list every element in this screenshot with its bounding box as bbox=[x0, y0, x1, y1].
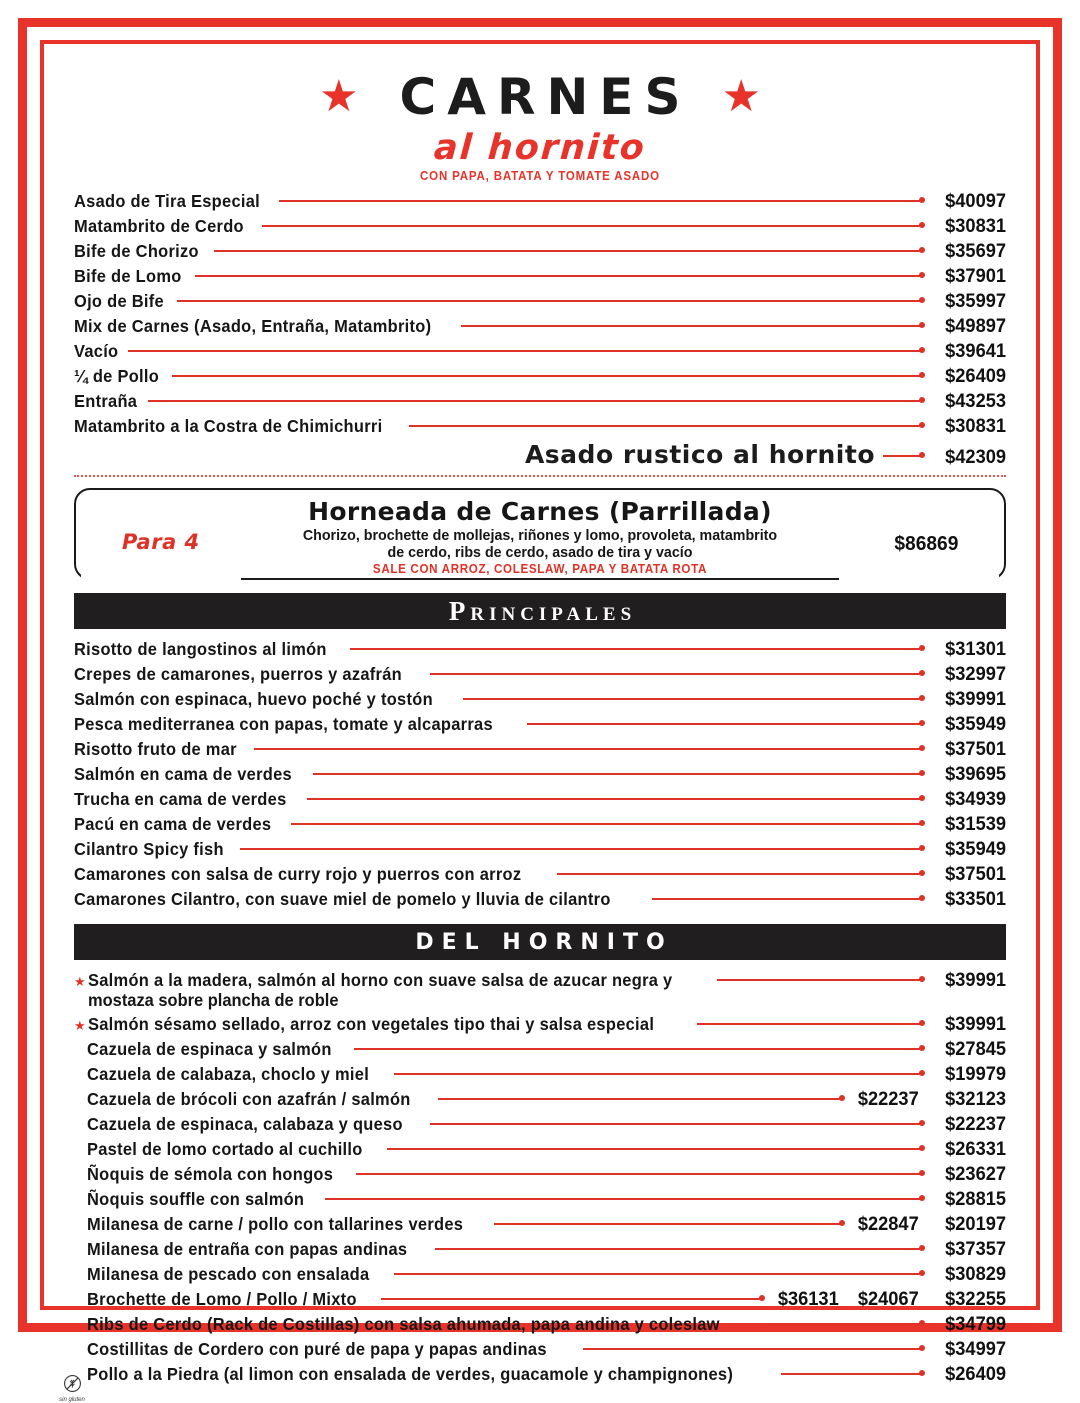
menu-item-row bbox=[74, 887, 1006, 911]
menu-item-name: Costillitas de Cordero con puré de papa y papas andinas bbox=[87, 1339, 547, 1359]
menu-item bbox=[74, 189, 1006, 213]
menu-item-name: Salmón sésamo sellado, arroz con vegetales tipo thai y salsa especial bbox=[88, 1014, 655, 1034]
gluten-free-icon bbox=[58, 1374, 86, 1403]
menu-item-row bbox=[74, 289, 1006, 313]
menu-item bbox=[74, 1262, 1006, 1286]
parrillada-desc-line2: de cerdo, ribs de cerdo, asado de tira y vacío bbox=[387, 544, 693, 561]
leader-line bbox=[494, 1216, 845, 1230]
menu-item-name: Pesca mediterranea con papas, tomate y alcaparras bbox=[74, 714, 493, 734]
menu-item-name: Ñoquis de sémola con hongos bbox=[87, 1164, 334, 1184]
leader-line bbox=[652, 891, 925, 905]
menu-item-name: Ojo de Bife bbox=[74, 291, 164, 311]
menu-item bbox=[74, 1087, 1006, 1111]
menu-item bbox=[74, 862, 1006, 886]
menu-item bbox=[59, 1362, 1006, 1403]
menu-item bbox=[74, 1012, 1006, 1036]
menu-item-price: $35997 bbox=[945, 291, 1006, 312]
star-icon-left: ★ bbox=[319, 72, 359, 121]
menu-item-row bbox=[74, 812, 1006, 836]
menu-item-price: $30829 bbox=[945, 1264, 1006, 1285]
menu-item-name: Ñoquis souffle con salmón bbox=[87, 1189, 305, 1209]
dotted-divider bbox=[74, 475, 1006, 477]
menu-item bbox=[74, 239, 1006, 263]
menu-item-row bbox=[74, 662, 1006, 686]
menu-item-row bbox=[74, 712, 1006, 736]
leader-line bbox=[430, 666, 925, 680]
menu-item-row bbox=[74, 1012, 1006, 1036]
menu-item-price: $39991 bbox=[945, 689, 1006, 710]
menu-item bbox=[74, 787, 1006, 811]
menu-item-row bbox=[74, 1262, 1006, 1286]
box-notch-right bbox=[839, 574, 999, 581]
menu-item-name: Pollo a la Piedra (al limon con ensalada de verdes, guacamole y champignones) bbox=[87, 1364, 734, 1384]
menu-item-row bbox=[74, 1337, 1006, 1361]
masthead-title-row bbox=[74, 68, 1006, 126]
menu-item bbox=[74, 712, 1006, 736]
menu-item bbox=[74, 264, 1006, 288]
menu-item bbox=[74, 1062, 1006, 1086]
leader-line bbox=[583, 1341, 925, 1355]
menu-item-row bbox=[74, 414, 1006, 438]
menu-item-price: $49897 bbox=[945, 316, 1006, 337]
menu-item-price: $23627 bbox=[945, 1164, 1006, 1185]
menu-item-price: $32255 bbox=[945, 1289, 1006, 1310]
masthead bbox=[74, 58, 1006, 183]
menu-item bbox=[74, 289, 1006, 313]
menu-item-row bbox=[74, 737, 1006, 761]
menu-item-name: Camarones con salsa de curry rojo y puerros con arroz bbox=[74, 864, 522, 884]
leader-line bbox=[430, 1116, 925, 1130]
leader-line bbox=[350, 641, 925, 655]
menu-item-row bbox=[74, 1137, 1006, 1161]
menu-item-row bbox=[74, 1062, 1006, 1086]
menu-item-name: Vacío bbox=[74, 341, 119, 361]
menu-item-price: $34997 bbox=[945, 1339, 1006, 1360]
menu-item-name: Pastel de lomo cortado al cuchillo bbox=[87, 1139, 363, 1159]
menu-item-price: $34939 bbox=[945, 789, 1006, 810]
leader-line bbox=[781, 1366, 925, 1380]
menu-item-name: Salmón a la madera, salmón al horno con suave salsa de azucar negra y bbox=[88, 970, 673, 990]
parrillada-description bbox=[274, 527, 806, 561]
leader-line bbox=[381, 1291, 765, 1305]
menu-item-price-alt: $22847 bbox=[857, 1214, 919, 1235]
asado-rustico-price: $42309 bbox=[945, 447, 1006, 468]
leader-line bbox=[279, 193, 925, 207]
leader-line bbox=[354, 1041, 925, 1055]
menu-item-price: $40097 bbox=[945, 191, 1006, 212]
menu-item-row bbox=[74, 314, 1006, 338]
menu-item-row bbox=[74, 837, 1006, 861]
menu-item-name: Salmón en cama de verdes bbox=[74, 764, 292, 784]
menu-item-row bbox=[74, 787, 1006, 811]
menu-item-price: $39695 bbox=[945, 764, 1006, 785]
leader-line bbox=[214, 243, 925, 257]
parrillada-desc-line1: Chorizo, brochette de mollejas, riñones y lomo, provoleta, matambrito bbox=[302, 527, 778, 544]
menu-item bbox=[74, 364, 1006, 388]
menu-item bbox=[74, 1112, 1006, 1136]
menu-item-price: $43253 bbox=[945, 391, 1006, 412]
menu-item-name: Crepes de camarones, puerros y azafrán bbox=[74, 664, 402, 684]
gluten-free-icon-svg bbox=[63, 1374, 82, 1393]
menu-item-row bbox=[74, 264, 1006, 288]
leader-line bbox=[697, 1016, 925, 1030]
menu-item-name: Salmón con espinaca, huevo poché y tostón bbox=[74, 689, 433, 709]
parrillada-note: SALE CON ARROZ, COLESLAW, PAPA Y BATATA ROTA bbox=[372, 562, 708, 576]
leader-line bbox=[435, 1241, 925, 1255]
menu-item-price: $34799 bbox=[945, 1314, 1006, 1335]
menu-item-price: $20197 bbox=[945, 1214, 1006, 1235]
parrillada-title: Horneada de Carnes (Parrillada) bbox=[308, 497, 772, 526]
menu-item-row bbox=[74, 1112, 1006, 1136]
menu-item-price: $35949 bbox=[945, 839, 1006, 860]
principales-item-list bbox=[74, 637, 1006, 911]
menu-item-row bbox=[74, 389, 1006, 413]
menu-item bbox=[74, 1312, 1006, 1336]
menu-item-name: Matambrito a la Costra de Chimichurri bbox=[74, 416, 383, 436]
parrillada-box bbox=[74, 488, 1006, 580]
leader-line bbox=[461, 318, 925, 332]
asado-rustico-row bbox=[74, 440, 1006, 469]
menu-item bbox=[74, 1037, 1006, 1061]
menu-item-price: $37901 bbox=[945, 266, 1006, 287]
menu-item-name: Cilantro Spicy fish bbox=[74, 839, 224, 859]
del-hornito-item-list bbox=[59, 968, 1006, 1403]
menu-item-row bbox=[74, 1087, 1006, 1111]
leader-line bbox=[195, 268, 925, 282]
menu-item-price: $39641 bbox=[945, 341, 1006, 362]
menu-item-row bbox=[74, 1037, 1006, 1061]
menu-item-name: Cazuela de espinaca, calabaza y queso bbox=[87, 1114, 403, 1134]
gluten-free-label: sin gluten bbox=[59, 1397, 85, 1403]
menu-item-price: $26331 bbox=[945, 1139, 1006, 1160]
menu-item-row bbox=[74, 214, 1006, 238]
asado-rustico-name: Asado rustico al hornito bbox=[524, 440, 875, 469]
menu-item-name: Bife de Chorizo bbox=[74, 241, 199, 261]
leader-line bbox=[387, 1141, 925, 1155]
menu-item-price: $32123 bbox=[945, 1089, 1006, 1110]
leader-line bbox=[325, 1191, 925, 1205]
menu-item-name: Entraña bbox=[74, 391, 138, 411]
leader-line bbox=[291, 816, 925, 830]
menu-item-row bbox=[74, 1237, 1006, 1261]
menu-item-row bbox=[59, 1362, 1006, 1403]
menu-item-price: $37357 bbox=[945, 1239, 1006, 1260]
menu-item bbox=[74, 837, 1006, 861]
menu-item-name: Pacú en cama de verdes bbox=[74, 814, 272, 834]
carnes-item-list bbox=[74, 189, 1006, 438]
menu-item-price: $39991 bbox=[945, 970, 1006, 991]
leader-line bbox=[307, 791, 925, 805]
menu-item-row bbox=[74, 1312, 1006, 1336]
menu-item bbox=[74, 662, 1006, 686]
menu-item bbox=[74, 687, 1006, 711]
menu-item-row bbox=[74, 1287, 1006, 1311]
menu-item bbox=[74, 389, 1006, 413]
menu-item-price: $32997 bbox=[945, 664, 1006, 685]
menu-item bbox=[74, 968, 1006, 1011]
menu-item-name: Camarones Cilantro, con suave miel de pomelo y lluvia de cilantro bbox=[74, 889, 611, 909]
leader-line bbox=[767, 1316, 925, 1330]
masthead-script: al hornito bbox=[432, 128, 648, 168]
menu-item-price: $35697 bbox=[945, 241, 1006, 262]
menu-item-price: $33501 bbox=[945, 889, 1006, 910]
menu-item-price: $26409 bbox=[945, 1364, 1006, 1385]
leader-line bbox=[240, 841, 925, 855]
menu-item-row bbox=[74, 1212, 1006, 1236]
menu-item-name: Cazuela de calabaza, choclo y miel bbox=[87, 1064, 370, 1084]
menu-item-price: $19979 bbox=[945, 1064, 1006, 1085]
menu-item-name: ¼ de Pollo bbox=[74, 366, 160, 386]
menu-item-row bbox=[74, 364, 1006, 388]
menu-item-row bbox=[74, 968, 1006, 992]
leader-line bbox=[438, 1091, 845, 1105]
menu-item bbox=[74, 214, 1006, 238]
section-heading-del-hornito: DEL HORNITO bbox=[415, 929, 673, 955]
menu-item bbox=[74, 1137, 1006, 1161]
menu-item-name: Trucha en cama de verdes bbox=[74, 789, 287, 809]
menu-item-price: $28815 bbox=[945, 1189, 1006, 1210]
menu-item bbox=[74, 414, 1006, 438]
menu-item-row bbox=[74, 239, 1006, 263]
menu-item-name: Mix de Carnes (Asado, Entraña, Matambrito) bbox=[74, 316, 432, 336]
star-icon-right: ★ bbox=[721, 72, 761, 121]
menu-item-price: $27845 bbox=[945, 1039, 1006, 1060]
leader-line bbox=[262, 218, 925, 232]
menu-item bbox=[74, 1337, 1006, 1361]
menu-item-price: $39991 bbox=[945, 1014, 1006, 1035]
menu-item-price: $30831 bbox=[945, 216, 1006, 237]
menu-item-row bbox=[74, 1162, 1006, 1186]
leader-line bbox=[717, 972, 925, 986]
leader-line bbox=[394, 1266, 925, 1280]
menu-item-price: $37501 bbox=[945, 739, 1006, 760]
menu-item-row bbox=[74, 339, 1006, 363]
menu-item-row bbox=[74, 762, 1006, 786]
menu-item-name: Brochette de Lomo / Pollo / Mixto bbox=[87, 1289, 357, 1309]
menu-item-row bbox=[74, 1187, 1006, 1211]
leader-line bbox=[172, 368, 925, 382]
menu-item-name: Risotto de langostinos al limón bbox=[74, 639, 327, 659]
menu-item-name: Cazuela de espinaca y salmón bbox=[87, 1039, 332, 1059]
menu-item-price: $30831 bbox=[945, 416, 1006, 437]
menu-item bbox=[74, 1237, 1006, 1261]
section-bar-del-hornito bbox=[74, 924, 1006, 960]
menu-item-name: Milanesa de carne / pollo con tallarines verdes bbox=[87, 1214, 464, 1234]
menu-item bbox=[74, 737, 1006, 761]
box-notch-left bbox=[81, 574, 241, 581]
leader-line bbox=[463, 691, 925, 705]
star-marker-icon: ★ bbox=[74, 1018, 86, 1033]
leader-line bbox=[883, 448, 925, 462]
menu-item-row bbox=[74, 862, 1006, 886]
parrillada-servings: Para 4 bbox=[122, 530, 200, 554]
leader-line bbox=[254, 741, 925, 755]
masthead-subtitle: CON PAPA, BATATA Y TOMATE ASADO bbox=[420, 169, 660, 183]
leader-line bbox=[557, 866, 925, 880]
menu-item-name: Asado de Tira Especial bbox=[74, 191, 261, 211]
menu-item-row bbox=[74, 637, 1006, 661]
menu-item-row bbox=[74, 687, 1006, 711]
menu-item bbox=[74, 314, 1006, 338]
section-bar-principales bbox=[74, 593, 1006, 629]
menu-item-name: Cazuela de brócoli con azafrán / salmón bbox=[87, 1089, 411, 1109]
leader-line bbox=[177, 293, 925, 307]
menu-item-name: Ribs de Cerdo (Rack de Costillas) con salsa ahumada, papa andina y coleslaw bbox=[87, 1314, 720, 1334]
menu-item bbox=[74, 1212, 1006, 1236]
page-title: CARNES bbox=[399, 68, 692, 126]
menu-item bbox=[74, 762, 1006, 786]
menu-item-name: Bife de Lomo bbox=[74, 266, 182, 286]
leader-line bbox=[128, 343, 925, 357]
leader-line bbox=[148, 393, 925, 407]
menu-item-price: $31301 bbox=[945, 639, 1006, 660]
leader-line bbox=[527, 716, 925, 730]
menu-item-name: Milanesa de pescado con ensalada bbox=[87, 1264, 370, 1284]
menu-item-price: $22237 bbox=[945, 1114, 1006, 1135]
menu-item-price: $31539 bbox=[945, 814, 1006, 835]
menu-item-price: $35949 bbox=[945, 714, 1006, 735]
menu-item-name: Milanesa de entraña con papas andinas bbox=[87, 1239, 408, 1259]
menu-item bbox=[74, 1162, 1006, 1186]
parrillada-price: $86869 bbox=[894, 533, 959, 555]
menu-item-price-alt2: $36131 bbox=[777, 1289, 839, 1310]
menu-item-price-alt: $24067 bbox=[857, 1289, 919, 1310]
menu-item bbox=[74, 637, 1006, 661]
menu-item bbox=[74, 339, 1006, 363]
menu-item-name-line2: mostaza sobre plancha de roble bbox=[88, 990, 339, 1010]
menu-item bbox=[74, 1287, 1006, 1311]
menu-item bbox=[74, 1187, 1006, 1211]
menu-item bbox=[74, 887, 1006, 911]
menu-content bbox=[59, 58, 1018, 1403]
menu-item-row bbox=[74, 189, 1006, 213]
menu-item-price: $37501 bbox=[945, 864, 1006, 885]
leader-line bbox=[313, 766, 925, 780]
menu-item-name: Matambrito de Cerdo bbox=[74, 216, 244, 236]
menu-item-price: $26409 bbox=[945, 366, 1006, 387]
menu-item bbox=[74, 812, 1006, 836]
leader-line bbox=[409, 418, 925, 432]
leader-line bbox=[356, 1166, 925, 1180]
leader-line bbox=[394, 1066, 925, 1080]
menu-item-price-alt: $22237 bbox=[857, 1089, 919, 1110]
star-marker-icon: ★ bbox=[74, 974, 86, 989]
menu-item-name: Risotto fruto de mar bbox=[74, 739, 237, 759]
section-heading-principales: Principales bbox=[448, 595, 637, 626]
